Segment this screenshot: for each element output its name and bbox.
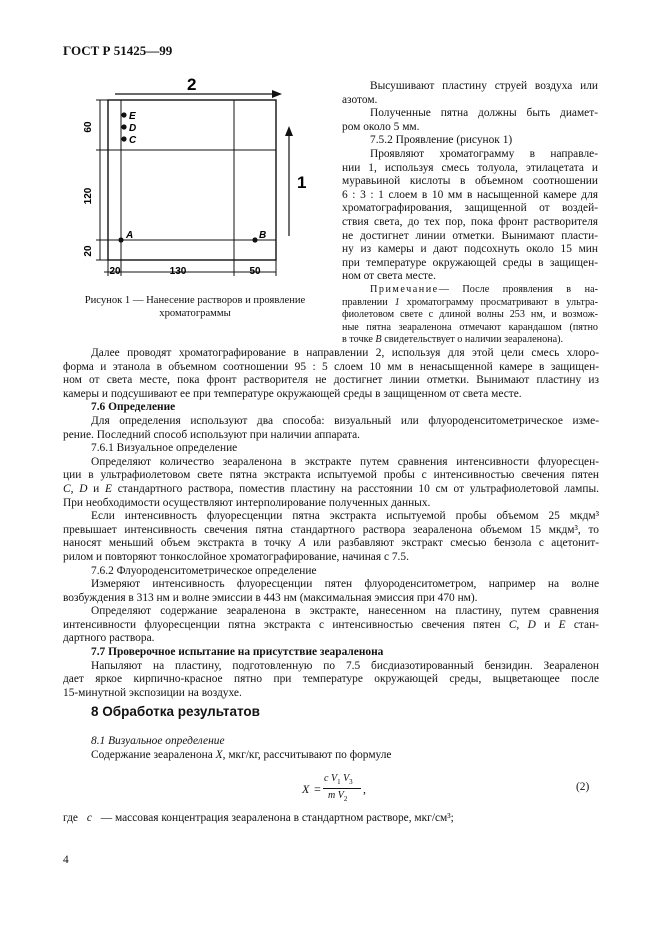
body-text (63, 347, 599, 700)
text-line: Определяют количество зеараленона в экстракте путем сравнения интенсивности флуоресцен- (91, 455, 599, 468)
formula-denominator (328, 790, 347, 805)
note-line (342, 297, 598, 310)
text-line (63, 537, 599, 551)
text-line: азотом. (342, 93, 378, 106)
italic-text: C, D (63, 482, 88, 495)
formula-subscript: 2 (343, 795, 348, 803)
text-line: Измеряют интенсивность флуоресценции пятен флуороденситометром, например на волне (91, 578, 599, 591)
note-text: в точке (342, 334, 376, 346)
figure-caption (60, 294, 330, 320)
dim-label-130: 130 (169, 266, 187, 277)
text: интенсивности флуоресценции пятна экстракта с интенсивностью свечения пятен (63, 618, 509, 631)
formula-equals: = (314, 782, 321, 796)
caption-line: хроматограммы (159, 308, 231, 319)
note-line: ные пятна зеараленона отмечают карандашом (пятно (342, 321, 598, 333)
direction-1-label: 1 (297, 173, 307, 192)
spot-a-label: A (126, 230, 134, 241)
note-label: Примечание (370, 284, 439, 295)
note-text: — После проявления в на- (438, 284, 598, 295)
dim-label-50: 50 (249, 266, 261, 277)
text-line: При необходимости осуществляют интерполирование полученных данных. (63, 496, 431, 509)
chromatogram-figure (60, 66, 320, 290)
text-line: 7.5.2 Проявление (рисунок 1) (370, 134, 513, 147)
caption-line: Рисунок 1 — Нанесение растворов и проявление (84, 295, 306, 306)
text-line (63, 483, 599, 497)
direction-2-label: 2 (187, 75, 197, 94)
italic-text: A (298, 537, 306, 550)
text-line: дает яркое кирпично-красное пятно при температуре окружающей среды, выцветающее после (63, 673, 599, 686)
direction-2-arrowhead (272, 90, 282, 98)
text-line: возбуждения в 313 нм и волне эмиссии в 443 нм (максимальная эмиссия при 470 нм). (63, 591, 478, 604)
text-line: ном от света месте, пока фронт растворителя не достигнет линии отметки. Вынимают пластину из (63, 374, 599, 387)
note-line (342, 284, 598, 297)
formula-numerator (324, 773, 353, 788)
formula-symbol: c (324, 773, 329, 784)
page-number: 4 (63, 854, 69, 866)
text-line (63, 749, 599, 763)
text: и (535, 618, 559, 631)
where-label: где (63, 812, 78, 824)
text-line: Если интенсивность флуоресценции пятна экстракта испытуемой пробы объемом 25 мкдм³ (91, 510, 599, 523)
dim-label-20: 20 (83, 245, 94, 257)
text-line: Проявляют хроматограмму в направле- (370, 147, 598, 160)
direction-1-arrowhead (285, 126, 293, 136)
note-text: хроматограмму просматривают в ультра- (399, 296, 598, 308)
spot-c (121, 136, 126, 141)
formula-subscript: 3 (349, 778, 353, 786)
formula-symbol: m (328, 790, 336, 801)
text: стан- (565, 618, 599, 631)
italic-text: C, D (508, 618, 536, 631)
where-text: — массовая концентрация зеараленона в стандартном растворе, мкг/см³; (100, 812, 454, 824)
formula-number: (2) (576, 781, 590, 793)
text-line: форма и этанола в объемном соотношении 95 : 5 слоем 10 мм в ненасыщенной камере в защищен- (63, 360, 599, 373)
text-line: Полученные пятна должны быть диамет- (370, 107, 598, 120)
formula-lhs: X (302, 782, 310, 796)
text: и (87, 482, 106, 495)
formula-comma: , (363, 782, 366, 796)
text-line: при температуре окружающей среды в защищен- (342, 256, 598, 269)
spot-d (121, 124, 126, 129)
note-italic: B (375, 334, 382, 346)
text-line: ции в ультрафиолетовом свете пятна экстракта испытуемой пробы с интенсивностью свечения пятен (63, 469, 599, 482)
text-line: рилом и повторяют тонкослойное хроматографирование, начиная с 7.5. (63, 550, 409, 563)
italic-text: X (215, 748, 223, 761)
subsection-heading-7-6-1: 7.6.1 Визуальное определение (91, 442, 238, 455)
spot-e-label: E (129, 111, 136, 122)
text-line: превышает интенсивность свечения пятна стандартного раствора зеараленона объемом 15 мкдм³, то (63, 523, 599, 536)
text: Содержание зеараленона (91, 748, 216, 761)
text: , мкг/кг, рассчитывают по формуле (222, 748, 392, 761)
text-line: 6 : 3 : 1 слоем в 10 мм в насыщенной камере для (342, 188, 598, 201)
right-column-text (342, 80, 598, 284)
text-line: Далее проводят хроматографирование в направлении 2, используя для этой цели смесь хлоро- (91, 347, 599, 359)
section-heading-7-6: 7.6 Определение (91, 401, 176, 414)
text-line: ствия света, до тех пор, пока фронт растворителя (342, 215, 598, 228)
text: или разбавляют экстракт смесью бензола с ацетонит- (305, 537, 599, 550)
text-line: дартного раствора. (63, 632, 155, 645)
spot-a (118, 237, 123, 242)
italic-text: E (558, 618, 566, 631)
spot-e (121, 112, 126, 117)
text: наносят меньший объем экстракта в точку (63, 537, 299, 550)
subsection-heading-8-1: 8.1 Визуальное определение (91, 735, 225, 747)
dim-label-120: 120 (83, 187, 94, 205)
text-line: 15-минутной экспозиции на воздухе. (63, 686, 242, 699)
formula-symbol: V (337, 790, 344, 801)
text-line: камеры и подсушивают ее при температуре окружающей среды в защищенном от света месте. (63, 387, 522, 400)
where-line (63, 812, 454, 826)
spot-c-label: C (129, 135, 137, 146)
text-line: рение. Последний способ используют при наличии аппарата. (63, 428, 360, 441)
spot-b (252, 237, 257, 242)
note-line: фиолетовом свете с длиной волны 253 нм, и возмож- (342, 309, 598, 321)
formula-2 (296, 773, 396, 807)
section-heading-7-7: 7.7 Проверочное испытание на присутствие зеараленона (91, 646, 384, 659)
text-line: хроматографирования, защищенной от воздей- (342, 202, 598, 215)
subsection-heading-7-6-2: 7.6.2 Флуороденситометрическое определение (91, 564, 317, 577)
section-8-text (63, 735, 599, 762)
text-line: не достигнет линии отметки. Вынимают пласти- (342, 229, 598, 242)
where-symbol: c (86, 812, 92, 824)
dim-label-60: 60 (83, 121, 94, 133)
section-heading-8: 8 Обработка результатов (91, 704, 260, 719)
dim-label-20-bottom: 20 (109, 266, 121, 277)
text: стандартного раствора, поместив пластину на расстоянии 10 см от ультрафиолетовой лампы. (111, 482, 599, 495)
note-text: свидетельствует о наличии зеараленона). (381, 334, 564, 346)
text-line: Определяют содержание зеараленона в экстракте, нанесенном на пластину, путем сравнения (91, 605, 599, 618)
formula-symbol: V (343, 773, 350, 784)
text-line: ну из камеры и дают подсохнуть около 15 мин (342, 243, 598, 256)
text-line: нии 1, используя смесь толуола, этилацетата и (342, 161, 598, 174)
note-text: правлении (342, 296, 395, 308)
text-line: муравьиной кислоты в объемном соотношении (342, 175, 598, 188)
note-italic: 1 (394, 296, 400, 308)
italic-text: E (105, 482, 112, 495)
formula-symbol: V (330, 773, 338, 784)
text-line: Напыляют на пластину, подготовленную по 7.5 бисдиазотированный бензидин. Зеараленон (91, 659, 599, 672)
spot-b-label: B (259, 230, 267, 241)
text-line: Для определения используют два способа: визуальный или флуороденситометрическое изме- (91, 414, 599, 427)
note-block (342, 284, 598, 347)
text-line: Высушивают пластину струей воздуха или (370, 80, 598, 92)
formula-subscript: 1 (337, 778, 341, 786)
note-line (342, 334, 598, 347)
text-line (63, 619, 599, 633)
document-header: ГОСТ Р 51425—99 (63, 43, 173, 58)
spot-d-label: D (129, 123, 137, 134)
text-line: ром около 5 мм. (342, 120, 420, 133)
formula-fraction-bar (323, 788, 361, 789)
text-line: ном от света месте. (342, 270, 436, 283)
